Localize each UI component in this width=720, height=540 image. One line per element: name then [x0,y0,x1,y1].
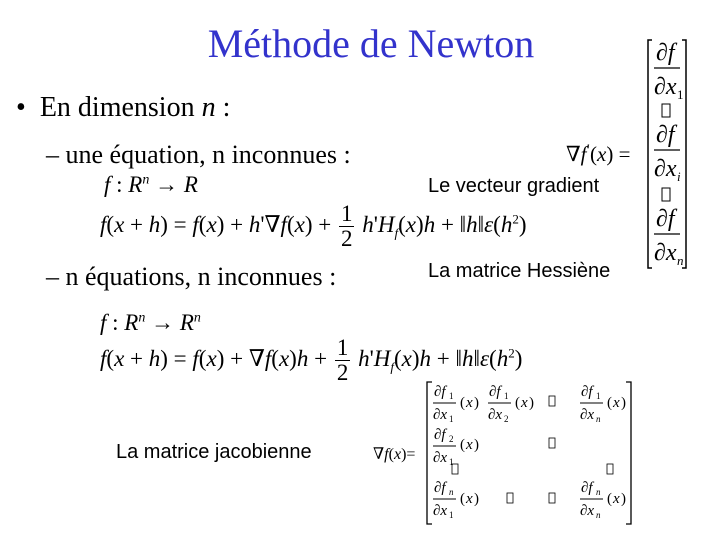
slide-title: Méthode de Newton [207,21,535,66]
svg-text:x: x [466,437,473,453]
bullet-text-prefix: En dimension [39,92,202,123]
jacobian-matrix [424,376,636,528]
svg-text:∂f: ∂f [434,384,446,400]
svg-text:∂f: ∂f [434,427,446,443]
svg-text:): ) [529,395,534,411]
svg-text:2: 2 [504,414,509,424]
svg-text:1: 1 [449,510,454,520]
svg-text:∂f: ∂f [656,206,675,232]
svg-text:(: ( [460,395,465,411]
svg-text:∂f: ∂f [581,480,593,496]
svg-text:∂x: ∂x [654,240,677,266]
svg-text:): ) [621,395,626,411]
svg-text:x: x [613,395,620,411]
svg-text:n: n [449,487,454,497]
svg-text:∂x: ∂x [433,503,448,519]
svg-text:∂x: ∂x [488,407,503,423]
svg-text:∂f: ∂f [434,480,446,496]
svg-text:∂x: ∂x [654,74,677,100]
gradient-entry-n [654,206,684,268]
jacobian-cell-1-1 [433,384,479,424]
svg-text:∂f: ∂f [581,384,593,400]
note-jacobian: La matrice jacobienne [116,441,312,463]
svg-text:x: x [521,395,528,411]
svg-text:(: ( [460,491,465,507]
svg-text:1: 1 [449,391,454,401]
svg-text:∂f: ∂f [656,40,675,66]
jacobian-cell-1-2 [488,384,534,424]
svg-text:(: ( [607,395,612,411]
svg-text:): ) [474,395,479,411]
svg-text:∂f: ∂f [489,384,501,400]
svg-text:1: 1 [449,414,454,424]
svg-text:(: ( [515,395,520,411]
svg-text:n: n [596,487,601,497]
case1-taylor-formula: f(x + h) = f(x) + h'∇f(x) + $\frac{1}{2}$ $h'H_f(x)h$ + $‖h‖\varepsilon(h^2)$ [100,201,527,252]
svg-text:n: n [677,253,684,268]
case1-dash: – [46,140,59,169]
svg-text:(: ( [607,491,612,507]
svg-text:1: 1 [677,87,684,102]
note-gradient: Le vecteur gradient [428,175,600,197]
svg-text:x: x [466,491,473,507]
jacobian-cell-1-n [580,384,626,424]
svg-text:∂x: ∂x [580,503,595,519]
svg-text:x: x [466,395,473,411]
bullet-dimension [16,92,230,124]
svg-text:n: n [596,510,601,520]
case2-text: n équations, n inconnues : [65,262,337,291]
note-hessian: La matrice Hessiène [428,260,611,282]
jacobian-cell-n-n [580,480,626,520]
svg-text:1: 1 [596,391,601,401]
svg-text:): ) [474,491,479,507]
case1-text: une équation, n inconnues : [65,140,351,169]
svg-text:∂x: ∂x [654,156,677,182]
case2-taylor-formula: f(x + h) = f(x) + ∇f(x)h + $\frac{1}{2}$ $h'H_f(x)h$ + $‖h‖\varepsilon(h^2)$ [100,335,523,386]
case2-heading [46,262,336,292]
gradient-lhs: ∇f′(x) = [566,142,631,166]
gradient-entry-1 [654,40,684,102]
case1-heading [46,140,351,170]
case1-map-formula: f : $R^n \to R$ [104,172,198,197]
svg-text:∂x: ∂x [433,450,448,466]
svg-text:∂x: ∂x [433,407,448,423]
svg-text:i: i [677,169,681,184]
jacobian-cell-n-1 [433,480,479,520]
svg-text:∂x: ∂x [580,407,595,423]
svg-text:): ) [474,437,479,453]
svg-text:x: x [613,491,620,507]
svg-text:1: 1 [504,391,509,401]
jacobian-cell-2-1 [433,427,479,467]
svg-text:n: n [596,414,601,424]
svg-text:): ) [621,491,626,507]
bullet-text-suffix: : [215,92,231,123]
svg-text:1: 1 [449,457,454,467]
jacobian-lhs: ∇f(x)= [373,446,416,463]
bullet-marker: • [16,92,26,123]
case2-dash: – [46,262,59,291]
gradient-entry-i [654,122,681,184]
svg-text:(: ( [460,437,465,453]
svg-text:2: 2 [449,434,454,444]
gradient-vector [646,30,688,274]
bullet-n: n [201,92,216,123]
case2-map-formula: f : $R^n \to R^n$ [100,310,201,335]
svg-text:∂f: ∂f [656,122,675,148]
